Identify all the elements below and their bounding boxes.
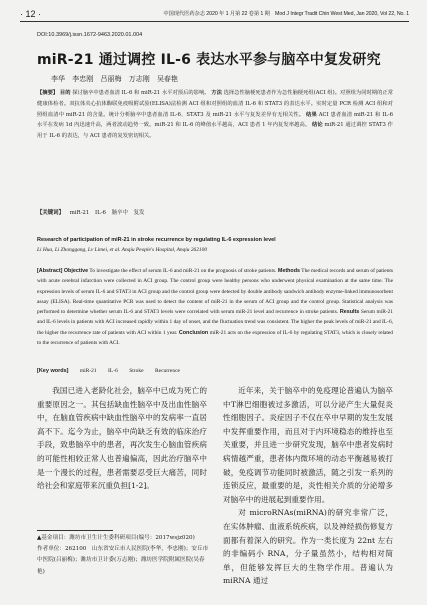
english-authors: Li Hua, Li Zhonggang, Lv Limei, et al. Anqiu People's Hospital, Anqiu 262100 — [37, 247, 208, 253]
author: 李忠刚 — [72, 75, 94, 83]
fund-note: ▲基金项目：潍坊市卫生计生委科研项目(编号：2017wsjz020) — [37, 535, 195, 541]
objective-text: 探讨脑卒中患者血清 IL-6 和 miR-21 水平对预后的影响。 — [72, 90, 210, 96]
english-abstract — [37, 266, 393, 348]
en-methods-text: The medical records and serum of patients with acute cerebral infarction were collected in ACI group. The control group were healthy persons who underwent physical examination at the same time. The expression levels of serum IL-6 and STAT3 in ACI group and the control group were detected by double antibody sandwich antibody enzyme-linked immunosorbent assay (ELISA). Real-time quantitative PCR was used to detect the content of miR-21 in the serum of ACI group and the control group. Statistical analysis was performed to determine whether serum IL-6 and STAT3 levels were correlated with serum miR-21 level and recurrence in stroke patients. — [37, 268, 393, 316]
body-column-right — [223, 384, 393, 588]
en-abstract-label: [Abstract] — [37, 268, 63, 274]
conclusion-label: 结论 — [311, 122, 323, 129]
conclusion-text: miR-21 通过调控 STAT3 作用于 IL-6 的表达，与 ACI 患者的复发密切相关。 — [37, 122, 393, 140]
abstract-label: 【摘要】 — [37, 90, 59, 96]
body-paragraph: 近年来，关于脑卒中的免疫理论普遍认为脑卒中T淋巴细胞被过多激活，可以分泌产生大量促炎性细胞因子。炎症因子不仅在卒中早期的发生发展中发挥重要作用，而且对于内环境稳态的维持也至关重要，并且进一步研究发现，脑卒中患者发病时病情越严重，患者体内微环境的动态平衡越易被打破，免疫调节功能同时被激活，随之引发一系列的连锁反应，最重要的是，炎性相关介质的分泌增多对脑卒中的进展起到重要作用。 — [223, 386, 393, 504]
author: 李华 — [51, 75, 65, 83]
chinese-keywords — [37, 208, 144, 216]
en-results-label: Results — [339, 309, 360, 316]
header-rule — [20, 21, 409, 22]
en-objective-label: Objective — [63, 268, 89, 274]
chinese-abstract — [37, 88, 393, 142]
methods-label: 方法 — [211, 90, 222, 96]
en-conclusion-text: miR-21 acts on the expression of IL-6 by regulating STAT3, which is closely related to the recurrence of patients with ACI. — [37, 329, 393, 347]
article-title: miR-21 通过调控 IL-6 表达水平参与脑卒中复发研究 — [37, 52, 381, 68]
body-column-left — [37, 384, 207, 493]
author-list — [51, 74, 178, 84]
body-paragraph: 对 microRNAs(miRNA)的研究非常广泛，在实体肿瘤、血液系统疾病，以及神经损伤修复方面都有着深入的研究。作为一类长度为 22nt 左右的非编码小 RNA，分子量虽然小，结构相对简单，但能够发挥巨大的生物学作用。普遍认为 miRNA 通过 — [223, 508, 393, 586]
en-keyword: miR-21 — [79, 368, 97, 374]
en-keywords-label: [Key words] — [37, 368, 69, 374]
keyword: 脑卒中 — [111, 210, 128, 216]
page-number: · 12 · — [20, 9, 42, 19]
doi: DOI:10.3969/j.issn.1672-9463.2020.01.004 — [37, 32, 143, 38]
methods-text: 选择急性脑梗死患者作为急性脑梗死组(ACI 组)。对照组为同时期的正常健康体检者。双抗体夹心抗体酶联免疫吸附试验(ELISA)法检测 ACI 组和对照组的血清 IL-6 和 STAT3 的表达水平。实时定量 PCR 检测 ACI 组和对照组血清中 miR-21 的含量。统计分析脑卒中患者血清 IL-6、STAT3 及 miR-21 水平与复发差异有无相关性。 — [37, 90, 393, 118]
body-paragraph: 我国已进入老龄化社会，脑卒中已成为死亡的重要原因之一。其包括缺血性脑卒中及出血性脑卒中，在脑血管疾病中缺血性脑卒中的发病率一直居高不下。迄今为止，脑卒中尚缺乏有效的临床治疗手段，致患脑卒中的患者，再次发生心脑血管疾病的可能性相较正常人也普遍偏高，因此治疗脑卒中是一个漫长的过程，患者需要忍受巨大痛苦，同时给社会和家庭带来沉重负担[1-2]。 — [37, 386, 207, 491]
results-text: ACI 患者血清 miR-21 和 IL-6 水平在发病 1d 内迅速升高，两者波动趋势一致。miR-21 和 IL-6 的峰值水平越高，ACI 患者 1 年内复发率越高。 — [37, 111, 393, 129]
english-keywords — [37, 368, 180, 374]
results-label: 结果 — [306, 111, 317, 118]
author: 万志刚 — [128, 75, 150, 83]
english-title: Research of participation of miR-21 in stroke recurrence by regulating IL-6 expression level — [37, 237, 276, 243]
affiliation-note: 作者单位：262100 山东省安丘市人民医院(李华，李忠刚)；安丘市中医院(吕丽梅)；潍坊市卫计委(万志刚)；潍坊医学院附属医院(吴春艳) — [37, 546, 209, 575]
keyword: miR-21 — [69, 210, 90, 216]
en-keyword: Stroke — [129, 368, 144, 374]
footnote — [37, 533, 211, 578]
keywords-label: 【关键词】 — [37, 210, 64, 216]
en-keyword: Recurrence — [154, 368, 180, 374]
keyword: 复发 — [133, 210, 145, 216]
journal-running-header: 中国现代医药杂志 2020 年 1 月第 22 卷第 1 期 Mod J Integr Tradit Chin West Med, Jan 2020, Vol 22, No. 1 — [163, 11, 409, 17]
en-results-text: Serum miR-21 and IL-6 levels in patients with ACI increased rapidly within 1 day of onset, and the fluctuation trend was consistent. The higher the peak levels of miR-21 and IL-6, the higher the recurrence rate of patients with ACI within 1 year. — [37, 309, 393, 336]
en-objective-text: To investigate the effect of serum IL-6 and miR-21 on the prognosis of stroke patients. — [89, 268, 277, 274]
keyword: IL-6 — [94, 210, 106, 216]
en-methods-label: Methods — [277, 268, 300, 274]
author: 吴春艳 — [156, 75, 178, 83]
en-conclusion-label: Conclusion — [178, 329, 209, 336]
footnote-rule — [37, 530, 113, 531]
objective-label: 目的 — [59, 90, 71, 96]
en-keyword: IL-6 — [108, 368, 118, 374]
author: 吕丽梅 — [100, 75, 122, 83]
